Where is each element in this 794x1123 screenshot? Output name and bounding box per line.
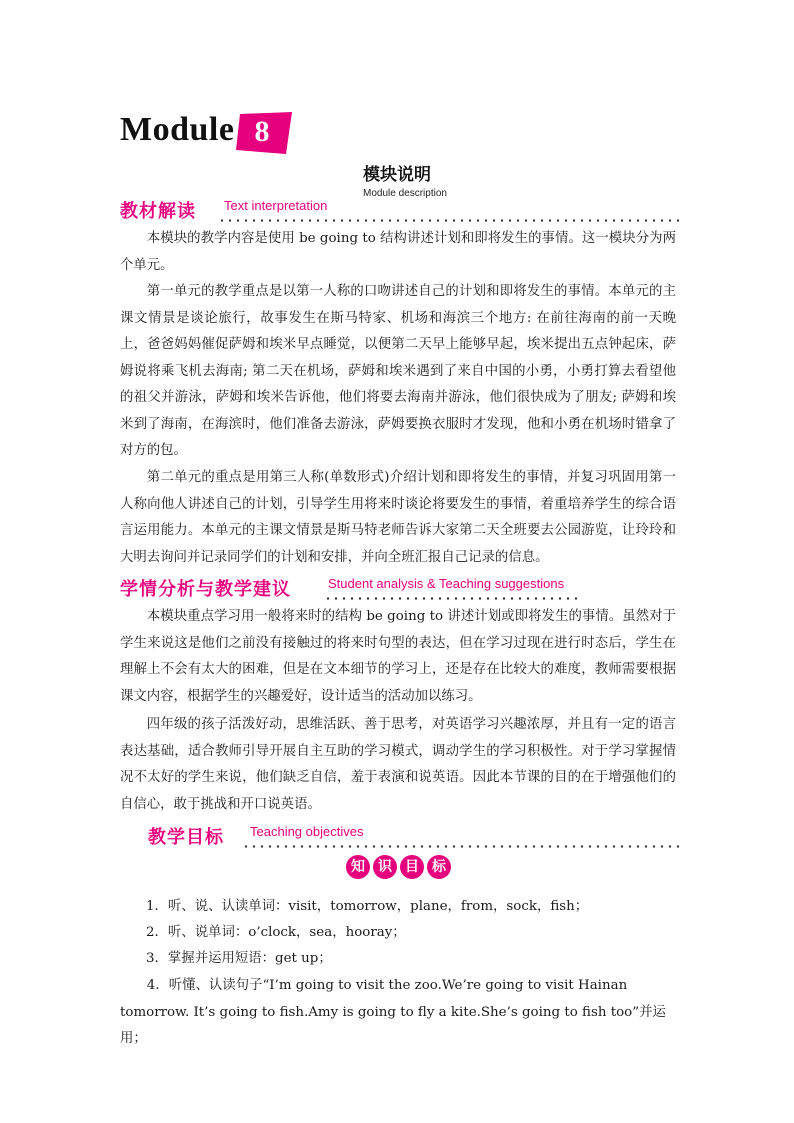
dotted-rule [324, 597, 580, 600]
badge-char: 知 [346, 855, 370, 879]
badge-char: 识 [373, 855, 397, 879]
dotted-rule [242, 845, 680, 848]
paragraph: 本模块的教学内容是使用 be going to 结构讲述计划和即将发生的事情。这一模块分为两个单元。 [120, 231, 676, 273]
badge-char: 目 [400, 855, 424, 879]
section-head-student-analysis [120, 575, 680, 601]
objective-item: 1．听、说、认读单词：visit，tomorrow，plane，from，sock，fish； [146, 899, 589, 914]
badge-char: 标 [427, 855, 451, 879]
section-title-cn: 学情分析与教学建议 [120, 579, 291, 600]
section-title-en: Teaching objectives [250, 824, 364, 839]
section-title-en: Text interpretation [224, 198, 328, 213]
section-title-cn: 教学目标 [148, 827, 224, 848]
module-number-badge [236, 112, 294, 154]
module-description-subtitle: Module description [363, 188, 447, 199]
dotted-rule [218, 219, 680, 222]
paragraph: 第二单元的重点是用第三人称(单数形式)介绍计划和即将发生的事情，并复习巩固用第一人称向他人讲述自己的计划，引导学生用将来时谈论将要发生的事情，着重培养学生的综合语言运用能力。本单元的主课文情景是斯马特老师告诉大家第二天全班要去公园游览，让玲玲和大明去询问并记录同学们的计划和安排，并向全班汇报自己记录的信息。 [120, 470, 676, 565]
paragraph: 第一单元的教学重点是以第一人称的口吻讲述自己的计划和即将发生的事情。本单元的主课文情景是谈论旅行，故事发生在斯马特家、机场和海滨三个地方: 在前往海南的前一天晚上，爸爸妈妈催促萨姆和埃米早点睡觉，以便第二天早上能够早起，埃米提出五点钟起床，萨姆说将乘飞机去海南; 第二天在机场，萨姆和埃米遇到了来自中国的小勇，小勇打算去看望他的祖父并游泳，萨姆和埃米告诉他，他们将要去海南并游泳，他们很快成为了朋友; 萨姆和埃米到了海南，在海滨时，他们准备去游泳，萨姆要换衣服时才发现，他和小勇在机场时错拿了对方的包。 [120, 284, 676, 458]
module-word: Module [120, 111, 235, 148]
section-title-cn: 教材解读 [120, 201, 196, 222]
section-title-en: Student analysis & Teaching suggestions [328, 576, 565, 591]
module-number: 8 [254, 115, 270, 148]
paragraph: 本模块重点学习用一般将来时的结构 be going to 讲述计划或即将发生的事情。虽然对于学生来说这是他们之前没有接触过的将来时句型的表达，但在学习过现在进行时态后，学生在理解上不会有太大的困难，但是在文本细节的学习上，还是存在比较大的难度，教师需要根据课文内容，根据学生的兴趣爱好，设计适当的活动加以练习。 [120, 609, 676, 704]
objective-item: 4．听懂、认读句子“I’m going to visit the zoo.We’re going to visit Hainan tomorrow. It’s going to fish.Amy is going to fly a kite.She’s going to fish too”并运用； [120, 978, 666, 1046]
objective-item: 2．听、说单词：o’clock，sea，hooray； [146, 925, 406, 940]
paragraph: 四年级的孩子活泼好动，思维活跃、善于思考，对英语学习兴趣浓厚，并且有一定的语言表达基础，适合教师引导开展自主互助的学习模式，调动学生的学习积极性。对于学习掌握情况不太好的学生来说，他们缺乏自信，羞于表演和说英语。因此本节课的目的在于增强他们的自信心，敢于挑战和开口说英语。 [120, 717, 676, 812]
section-head-text-interpretation [120, 197, 680, 223]
section-head-teaching-objectives [148, 823, 680, 849]
module-description-title: 模块说明 [363, 165, 431, 185]
objective-item: 3．掌握并运用短语：get up； [146, 951, 332, 966]
